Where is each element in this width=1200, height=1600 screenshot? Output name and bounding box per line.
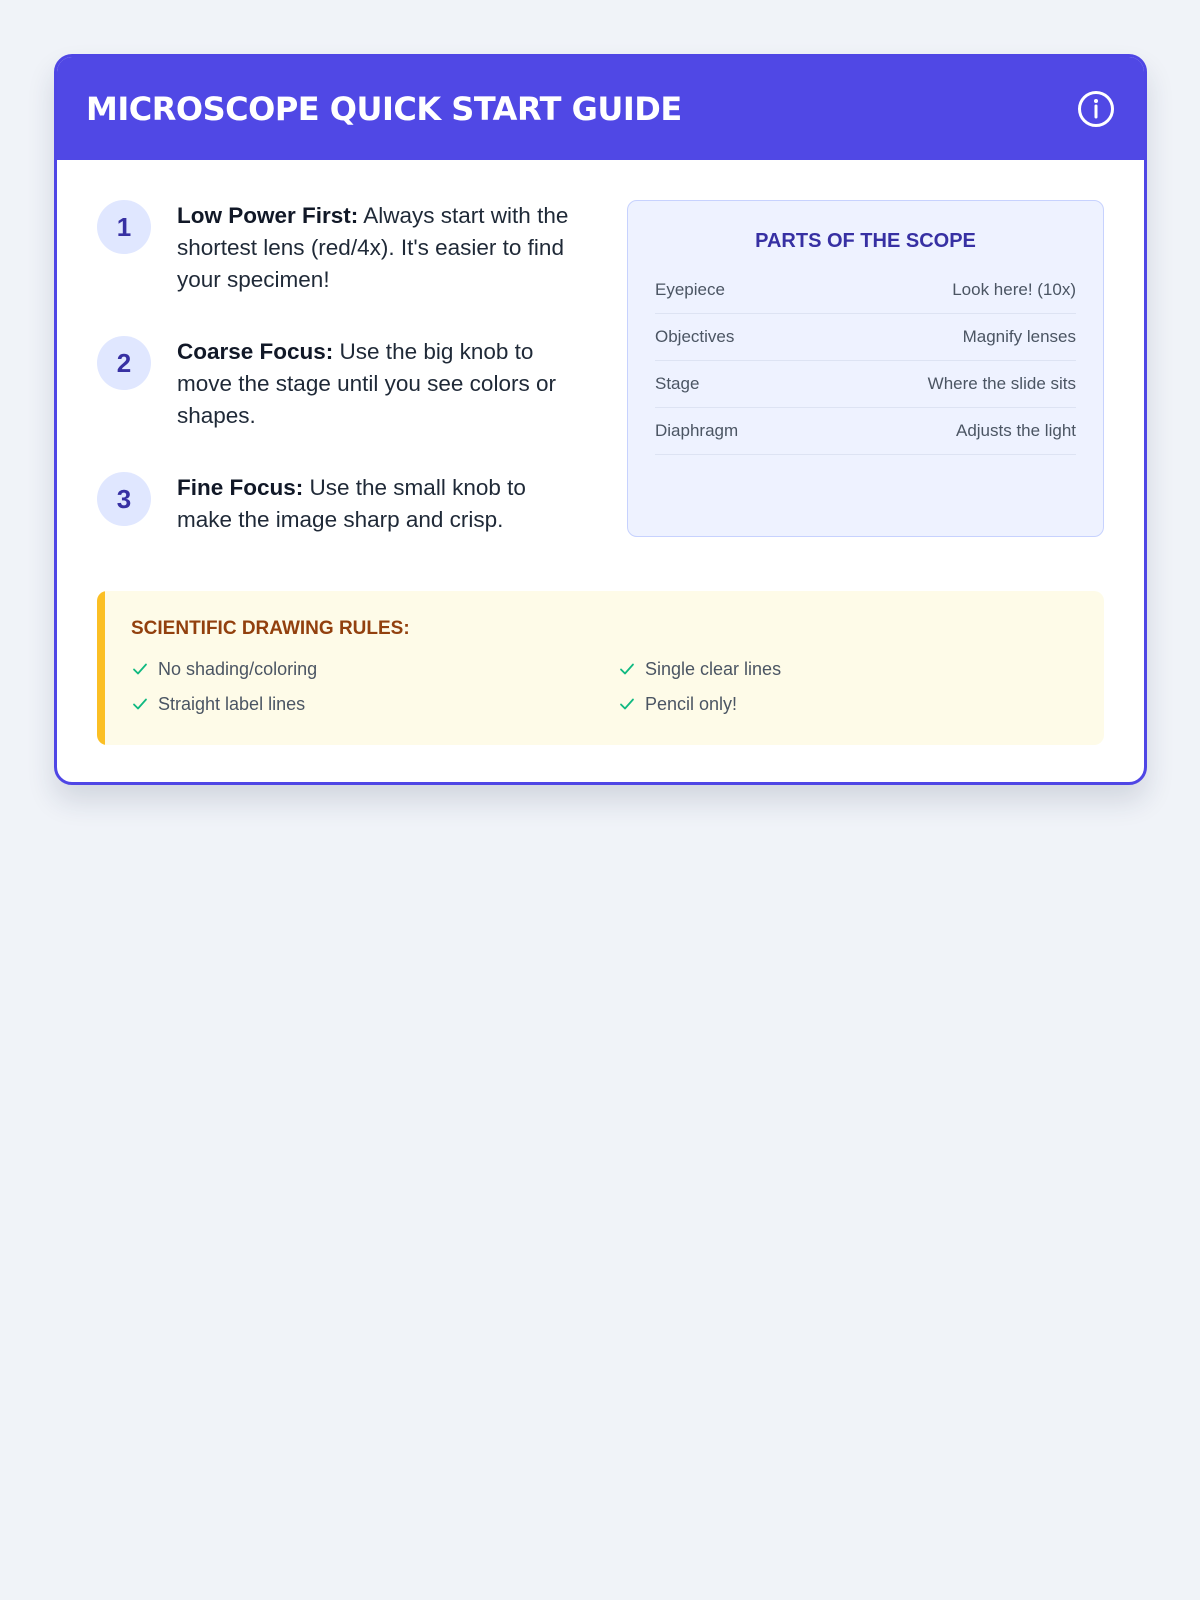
step-title: Fine Focus: [177, 475, 304, 500]
checkmark-icon [131, 695, 149, 713]
part-row [655, 361, 1076, 408]
part-name: Eyepiece [655, 280, 725, 299]
rule-item [618, 692, 1074, 716]
card-header [57, 57, 1144, 160]
checkmark-icon [618, 695, 636, 713]
rule-text: Single clear lines [645, 659, 782, 679]
rules-list [131, 657, 1074, 716]
step-number-badge: 1 [97, 200, 151, 254]
page-title: MICROSCOPE QUICK START GUIDE [86, 89, 682, 128]
part-description: Adjusts the light [955, 421, 1076, 440]
step-number-badge: 2 [97, 336, 151, 390]
rule-text: No shading/coloring [158, 659, 318, 679]
rules-title: SCIENTIFIC DRAWING RULES: [131, 618, 410, 639]
step-description: Use the big knob to move the stage until you see colors or shapes. [177, 339, 556, 428]
part-name: Diaphragm [655, 421, 739, 440]
part-description: Where the slide sits [927, 374, 1076, 393]
step-item [97, 200, 577, 296]
step-title: Low Power First: [177, 203, 359, 228]
parts-list [655, 267, 1076, 455]
drawing-rules-panel [97, 591, 1104, 745]
step-text [177, 472, 577, 536]
part-row [655, 408, 1076, 455]
part-row [655, 314, 1076, 361]
rule-text: Straight label lines [158, 694, 306, 714]
part-name: Objectives [655, 327, 735, 346]
step-text [177, 336, 577, 432]
rule-item [131, 657, 618, 681]
rule-item [131, 692, 618, 716]
step-description: Use the small knob to make the image sharp and crisp. [177, 475, 526, 532]
card-body [57, 160, 1144, 745]
step-description: Always start with the shortest lens (red/4x). It's easier to find your specimen! [177, 203, 569, 292]
quick-start-card [54, 54, 1147, 785]
parts-title: PARTS OF THE SCOPE [755, 230, 976, 252]
rule-text: Pencil only! [645, 694, 738, 714]
part-description: Magnify lenses [962, 327, 1076, 346]
checkmark-icon [618, 660, 636, 678]
step-item [97, 336, 577, 432]
rule-item [618, 657, 1074, 681]
part-name: Stage [655, 374, 700, 393]
part-row [655, 267, 1076, 314]
step-title: Coarse Focus: [177, 339, 334, 364]
rules-accent-bar [97, 591, 105, 745]
info-icon[interactable] [1076, 89, 1116, 129]
top-row [97, 200, 1104, 537]
step-item [97, 472, 577, 536]
steps-list [97, 200, 577, 536]
step-text [177, 200, 577, 296]
part-description: Look here! (10x) [952, 280, 1076, 299]
step-number-badge: 3 [97, 472, 151, 526]
parts-panel [627, 200, 1104, 537]
checkmark-icon [131, 660, 149, 678]
